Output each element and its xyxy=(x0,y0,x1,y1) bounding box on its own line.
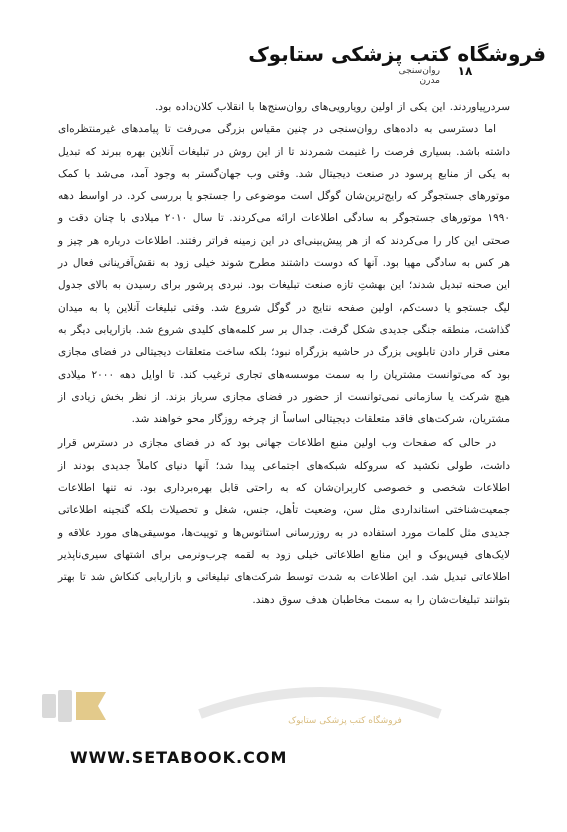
watermark-url: WWW.SETABOOK.COM xyxy=(70,748,288,767)
watermark-subtitle: فروشگاه کتب پزشکی ستابوک xyxy=(288,716,402,726)
page-body xyxy=(58,96,510,611)
setabook-logo-icon xyxy=(40,686,110,726)
running-head: روان‌سنجی مدرن xyxy=(398,66,440,86)
page-number: ۱۸ xyxy=(457,64,473,78)
paragraph-1: سردرپیاوردند. این یکی از اولین رویارویی‌های روان‌سنج‌ها با انقلاب کلان‌داده بود. xyxy=(154,101,510,113)
store-title: فروشگاه کتب پزشکی ستابوک xyxy=(248,42,546,66)
paragraph-2: اما دسترسی به داده‌های روان‌سنجی در چنین مقیاس بزرگی می‌رفت تا پیامدهای غیرمنتظره‌ای داشته باشد. بسیاری فرصت را غنیمت شمردند تا از این روش در تبلیغات آنلاین بهره ببرند که تبدیل به یکی از منابع پرسود در صنعت دیجیتال شد. وقتی وب جهان‌گستر به وجود آمد، می‌شد با کمک موتورهای جستجوگر که رایج‌ترین‌شان گوگل است موضوعی را جستجو یا بررسی کرد. در اواسط دهه ۱۹۹۰ موتورهای جستجوگر به سادگی اطلاعات ارائه می‌کردند. تا سال ۲۰۱۰ میلادی با چنان دقت و صحتی این کار را می‌کردند که از هر پیش‌بینی‌ای در این زمینه فراتر رفتند. اطلاعات درباره هر چیز و هر کس به سادگی مهیا بود. آنها که دوست داشتند مطرح شوند خیلی زود به نقش‌آفرینانی فعال در این صحنه تبدیل شدند؛ این بهشتِ تازه صنعت تبلیغات بود. نبردی پرشور برای رسیدن به بالای جدول لیگ جستجو یا دست‌کم، اولین صفحه نتایج در گوگل شروع شد. وقتی تبلیغات آنلاین پا به میدان گذاشت، منطقه جنگی جدیدی شکل گرفت. جدال بر سر کلمه‌های کلیدی شروع شد. بازاریابی دیگر به معنی قرار دادن تابلویی بزرگ در حاشیه بزرگراه نبود؛ بلکه ساخت متعلقات دیجیتالی در فضای مجازی بود که می‌توانست مشتریان را به سمت موسسه‌های تجاری ترغیب کند. تا اوایل دهه ۲۰۰۰ میلادی هیچ شرکت یا سازمانی نمی‌توانست از حضور در فضای مجازی سرباز بزند. از نظر بخش زیادی از مشتریان، شرکت‌های فاقد متعلقات دیجیتالی اساساً از چرخه روزگار محو خواهند شد. xyxy=(58,123,510,426)
watermark-arc-icon xyxy=(190,680,450,720)
paragraph-3: در حالی که صفحات وب اولین منبع اطلاعات جهانی بود که در فضای مجازی در دسترس قرار داشت، طولی نکشید که سروکله شبکه‌های اجتماعی پیدا شد؛ آنها دنیای کاملاً جدیدی بودند از اطلاعات شخصی و خصوصی کاربران‌شان که به راحتی قابل بهره‌برداری بود. نه تنها اطلاعات جمعیت‌شناختی استانداردی مثل سن، وضعیت تأهل، جنس، شغل و تحصیلات بلکه گنجینه اطلاعاتی جدیدی مثل کلمات مورد استفاده در به روزرسانی استاتوس‌ها و توییت‌ها، موسیقی‌های مورد علاقه و لایک‌های فیس‌بوک و این منابع اطلاعاتی خیلی زود به لقمه چرب‌ونرمی برای اشتهای سیری‌ناپذیر اطلاعاتی تبدیل شد. این اطلاعات به شدت توسط شرکت‌های تبلیغاتی و بازاریابی کنکاش شد تا بهتر بتوانند تبلیغات‌شان را به سمت مخاطبان هدف سوق دهند. xyxy=(58,437,510,606)
watermark xyxy=(40,680,540,800)
page-header xyxy=(0,40,567,90)
